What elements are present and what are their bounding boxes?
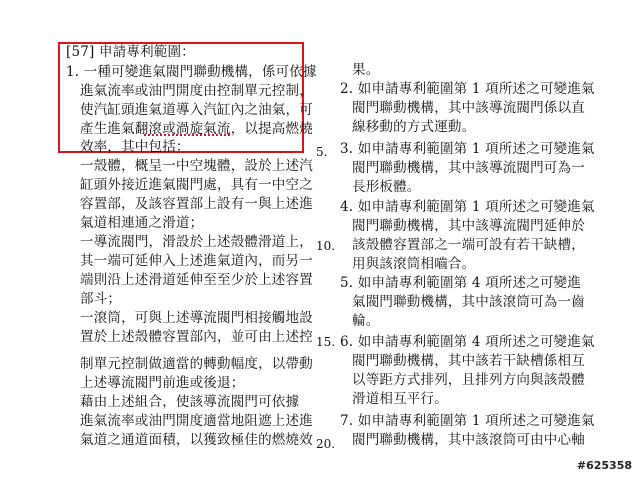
claim-line: 進氣流率或油門開度由控制單元控制， — [80, 83, 313, 99]
claim-line: 容置部，及該容置部上設有一與上述進 — [80, 196, 313, 212]
claim-line: 置於上述殼體容置部內，並可由上述控 — [80, 329, 313, 345]
claim-line: 其一端可延伸入上述進氣道內，而另一 — [80, 253, 313, 269]
line-number: 10. — [316, 239, 336, 253]
claim-line: 7. 如申請專利範圍第 1 項所述之可變進氣 — [340, 413, 595, 429]
claim-line: 一滾筒，可與上述導流閥門相接觸地設 — [80, 310, 313, 326]
claim-line: 閥門聯動機構，其中該導流閥門可為一 — [352, 160, 585, 176]
claim-line: 一殼體，概呈一中空塊體，設於上述汽 — [80, 158, 313, 174]
watermark-id: #625358 — [576, 459, 632, 472]
claim-line: 效率，其中包括： — [80, 139, 190, 155]
claim-line: 該殼體容置部之一端可設有若干缺槽， — [352, 237, 585, 253]
claim-line: 上述導流閥門前進或後退； — [80, 375, 245, 391]
claim-line: 端則沿上述滑道延伸至至少於上述容置 — [80, 272, 313, 288]
claim-line: 一導流閥門，滑設於上述殼體滑道上， — [80, 234, 313, 250]
claim-line: 氣道之通道面積，以獲致極佳的燃燒效 — [80, 432, 313, 448]
claim-line: 閥門聯動機構，其中該滾筒可由中心軸 — [352, 432, 585, 448]
claim-line: 使汽缸頭進氣道導入汽缸內之油氣，可 — [80, 102, 313, 118]
claims-heading: [57] 申請專利範圍： — [66, 44, 195, 60]
claim-line: 4. 如申請專利範圍第 1 項所述之可變進氣 — [340, 199, 595, 215]
claim-line: 以等距方式排列，且排列方向與該殼體 — [352, 372, 585, 388]
line-number: 15. — [316, 335, 336, 349]
line-number: 5. — [316, 145, 328, 159]
claim-line: 6. 如申請專利範圍第 4 項所述之可變進氣 — [340, 334, 595, 350]
claim-line: 閥門聯動機構，其中該導流閥門係以直 — [352, 100, 585, 116]
claim-line: 產生進氣翻滾或渦旋氣流，以提高燃燒 — [80, 121, 313, 137]
claim-line: 長形板體。 — [352, 179, 421, 195]
claim-line: 線移動的方式運動。 — [352, 119, 476, 135]
claim-line: 輪。 — [352, 313, 380, 329]
claim-line: 部斗； — [80, 291, 122, 307]
claim-line: 3. 如申請專利範圍第 1 項所述之可變進氣 — [340, 141, 595, 157]
claim-line: 閥門聯動機構，其中該若干缺槽係相互 — [352, 353, 585, 369]
claim-line: 氣道相連通之滑道； — [80, 215, 204, 231]
claim-line: 5. 如申請專利範圍第 4 項所述之可變進 — [340, 275, 582, 291]
claim-line: 滑道相互平行。 — [352, 391, 448, 407]
claim-line: 閥門聯動機構，其中該導流閥門延伸於 — [352, 218, 585, 234]
claim-line: 制單元控制做適當的轉動幅度，以帶動 — [80, 356, 313, 372]
claim-line: 進氣流率或油門開度適當地阻遮上述進 — [80, 413, 313, 429]
claim-line: 2. 如申請專利範圍第 1 項所述之可變進氣 — [340, 81, 595, 97]
claim-line: 氣閥門聯動機構，其中該滾筒可為一齒 — [352, 294, 585, 310]
claim-line: 1. 一種可變進氣閥門聯動機構，係可依據 — [66, 64, 317, 80]
claim-line: 藉由上述組合，使該導流閥門可依據 — [80, 394, 300, 410]
claim-line: 缸頭外接近進氣閥門處，具有一中空之 — [80, 177, 313, 193]
line-number: 20. — [316, 437, 336, 451]
claim-line: 用與該滾筒相嚙合。 — [352, 256, 476, 272]
claim-line: 果。 — [352, 62, 380, 78]
